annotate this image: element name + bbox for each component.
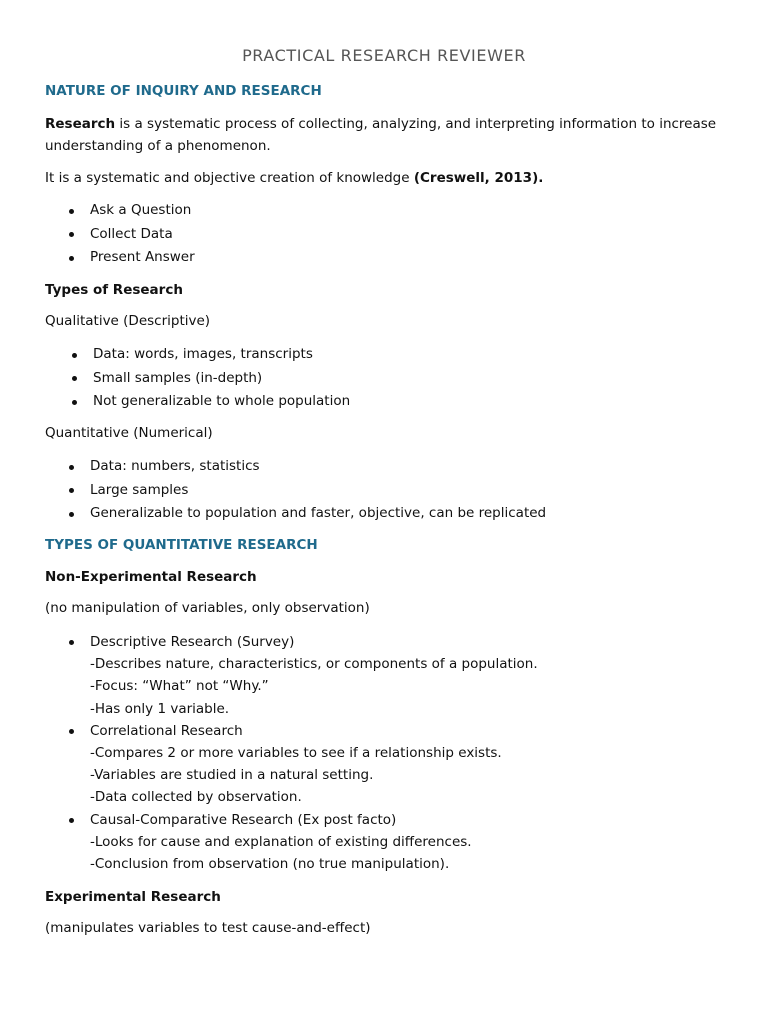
- research-definition: [45, 114, 725, 157]
- experimental-note: (manipulates variables to test cause-and-effect): [45, 920, 371, 936]
- document-title: PRACTICAL RESEARCH REVIEWER: [242, 46, 526, 65]
- research-definition-text: is a systematic process of collecting, analyzing, and interpreting information to increase understanding of a phenomenon.: [45, 116, 717, 154]
- section-heading-types-quantitative: TYPES OF QUANTITATIVE RESEARCH: [45, 537, 318, 553]
- non-experimental-list: [45, 631, 538, 875]
- list-item-detail: -Compares 2 or more variables to see if a relationship exists.: [90, 744, 502, 761]
- qualitative-label: Qualitative (Descriptive): [45, 313, 211, 329]
- list-item-label: Correlational Research: [90, 722, 243, 739]
- list-item: Ask a Question: [45, 199, 195, 223]
- list-item-detail: -Conclusion from observation (no true manipulation).: [90, 855, 450, 872]
- types-of-research-heading: Types of Research: [45, 282, 183, 298]
- list-item: Data: numbers, statistics: [45, 455, 546, 479]
- list-item: Generalizable to population and faster, objective, can be replicated: [45, 502, 546, 526]
- list-item-detail: -Describes nature, characteristics, or components of a population.: [90, 656, 538, 673]
- research-term: Research: [45, 116, 116, 132]
- knowledge-statement-text: It is a systematic and objective creation of knowledge: [45, 170, 414, 186]
- list-item: Small samples (in-depth): [45, 367, 350, 391]
- knowledge-statement: [45, 168, 725, 190]
- list-item-label: Causal-Comparative Research (Ex post facto): [90, 811, 397, 828]
- list-item-detail: -Focus: “What” not “Why.”: [90, 678, 269, 695]
- research-steps-list: [45, 199, 195, 270]
- list-item: [45, 809, 538, 876]
- citation: (Creswell, 2013).: [413, 170, 544, 186]
- list-item: Not generalizable to whole population: [45, 390, 350, 414]
- non-experimental-note: (no manipulation of variables, only observation): [45, 600, 370, 616]
- qualitative-list: [45, 343, 350, 414]
- list-item: Data: words, images, transcripts: [45, 343, 350, 367]
- list-item: Large samples: [45, 479, 546, 503]
- experimental-heading: Experimental Research: [45, 889, 221, 905]
- non-experimental-heading: Non-Experimental Research: [45, 569, 257, 585]
- quantitative-list: [45, 455, 546, 526]
- quantitative-label: Quantitative (Numerical): [45, 425, 213, 441]
- list-item: [45, 631, 538, 720]
- list-item: Present Answer: [45, 246, 195, 270]
- section-heading-nature-of-inquiry: NATURE OF INQUIRY AND RESEARCH: [45, 83, 322, 99]
- list-item: [45, 720, 538, 809]
- list-item-detail: -Data collected by observation.: [90, 789, 302, 806]
- list-item-detail: -Looks for cause and explanation of existing differences.: [90, 833, 472, 850]
- list-item-label: Descriptive Research (Survey): [90, 634, 295, 650]
- list-item-detail: -Has only 1 variable.: [90, 700, 230, 717]
- list-item-detail: -Variables are studied in a natural setting.: [90, 767, 374, 784]
- list-item: Collect Data: [45, 223, 195, 247]
